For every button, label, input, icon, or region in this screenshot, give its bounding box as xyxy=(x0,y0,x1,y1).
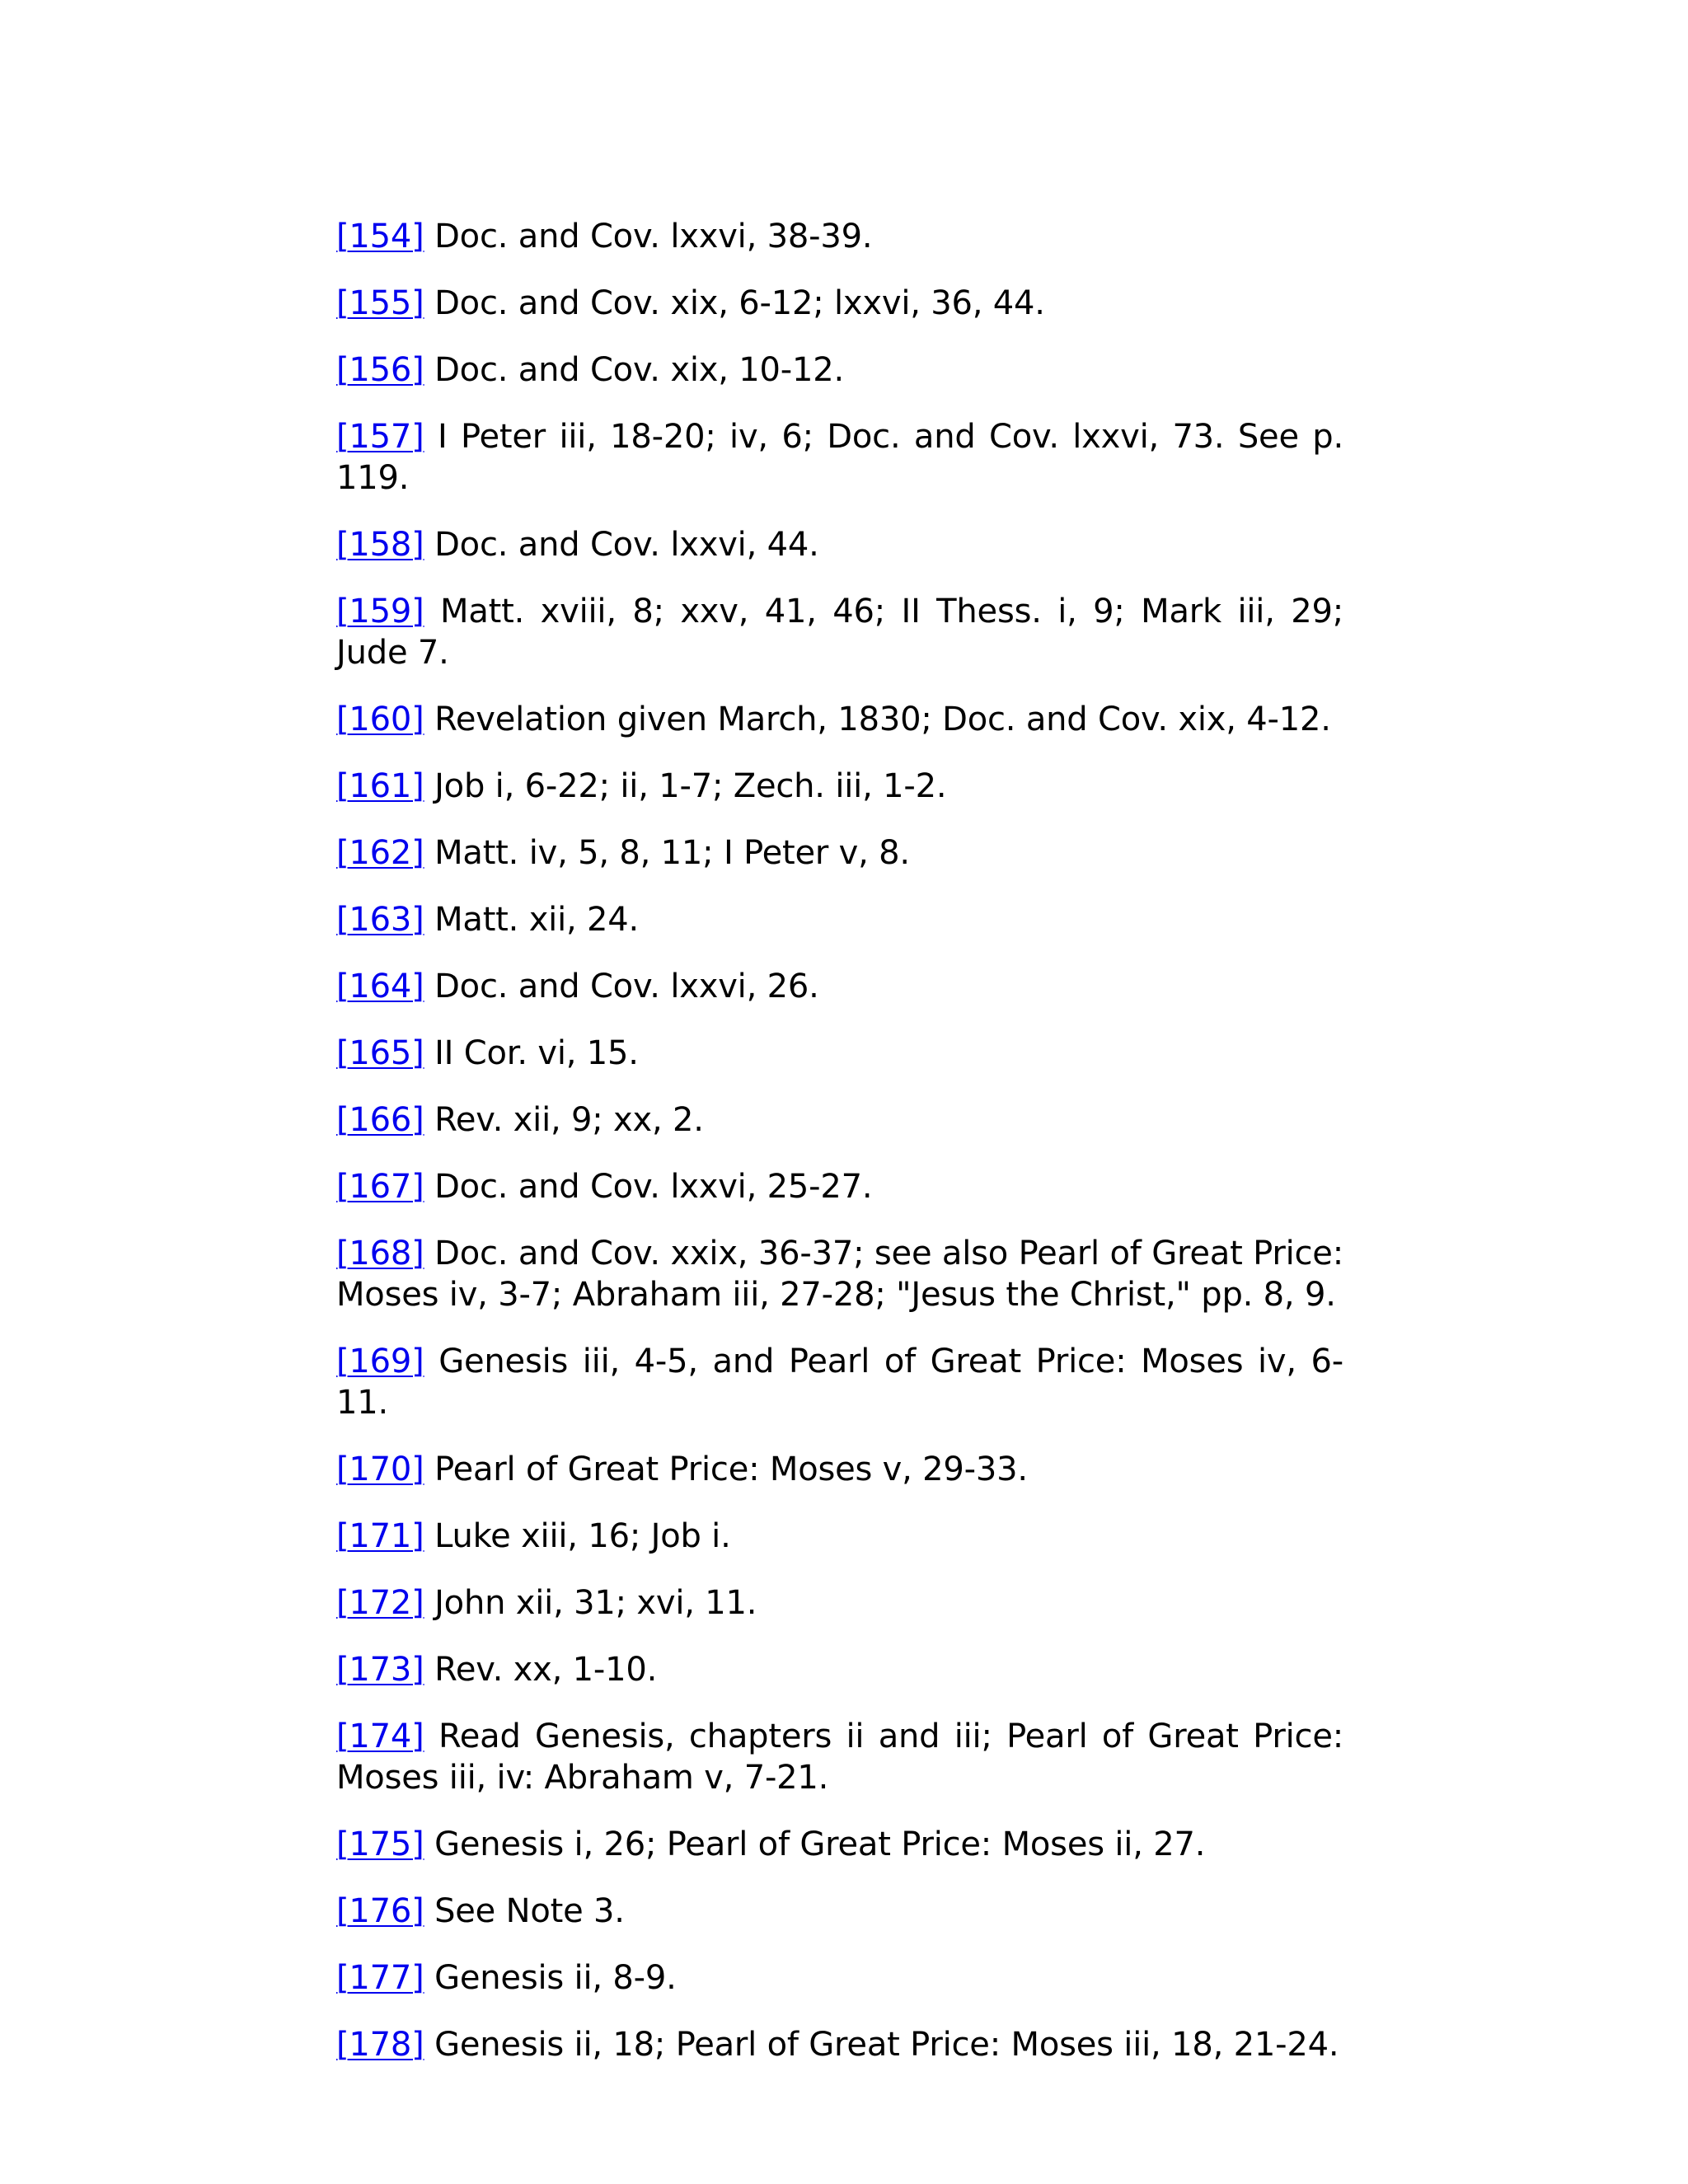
footnote-164 xyxy=(336,966,1343,1007)
footnote-166 xyxy=(336,1099,1343,1141)
footnotes-list xyxy=(336,216,1343,2091)
footnote-ref-173[interactable]: [173] xyxy=(336,1651,424,1689)
footnote-text-157: I Peter iii, 18-20; iv, 6; Doc. and Cov. lxxvi, 73. See p. 119. xyxy=(336,418,1343,497)
footnote-ref-171[interactable]: [171] xyxy=(336,1517,424,1555)
footnote-167 xyxy=(336,1166,1343,1207)
footnote-text-167: Doc. and Cov. lxxvi, 25-27. xyxy=(434,1168,873,1206)
footnote-text-175: Genesis i, 26; Pearl of Great Price: Moses ii, 27. xyxy=(434,1825,1206,1863)
footnote-155 xyxy=(336,283,1343,324)
footnote-text-178: Genesis ii, 18; Pearl of Great Price: Moses iii, 18, 21-24. xyxy=(434,2026,1339,2064)
footnote-ref-178[interactable]: [178] xyxy=(336,2026,424,2064)
footnote-ref-162[interactable]: [162] xyxy=(336,834,424,872)
footnote-176 xyxy=(336,1891,1343,1932)
footnote-text-171: Luke xiii, 16; Job i. xyxy=(434,1517,731,1555)
footnote-text-162: Matt. iv, 5, 8, 11; I Peter v, 8. xyxy=(434,834,910,872)
footnote-ref-160[interactable]: [160] xyxy=(336,701,424,738)
footnote-ref-168[interactable]: [168] xyxy=(336,1235,424,1272)
footnote-157 xyxy=(336,416,1343,499)
footnote-ref-167[interactable]: [167] xyxy=(336,1168,424,1206)
footnote-175 xyxy=(336,1824,1343,1865)
footnote-ref-155[interactable]: [155] xyxy=(336,284,424,322)
footnote-163 xyxy=(336,899,1343,940)
footnote-text-172: John xii, 31; xvi, 11. xyxy=(434,1584,757,1622)
footnote-text-164: Doc. and Cov. lxxvi, 26. xyxy=(434,968,819,1005)
footnote-text-158: Doc. and Cov. lxxvi, 44. xyxy=(434,526,819,564)
footnote-161 xyxy=(336,766,1343,807)
footnote-ref-169[interactable]: [169] xyxy=(336,1343,424,1380)
footnote-162 xyxy=(336,832,1343,874)
footnote-177 xyxy=(336,1957,1343,1999)
footnote-ref-177[interactable]: [177] xyxy=(336,1959,424,1997)
footnote-ref-170[interactable]: [170] xyxy=(336,1451,424,1488)
footnote-ref-164[interactable]: [164] xyxy=(336,968,424,1005)
footnote-165 xyxy=(336,1033,1343,1074)
footnote-154 xyxy=(336,216,1343,257)
footnote-text-161: Job i, 6-22; ii, 1-7; Zech. iii, 1-2. xyxy=(434,767,947,805)
footnote-ref-161[interactable]: [161] xyxy=(336,767,424,805)
footnote-172 xyxy=(336,1582,1343,1624)
footnote-160 xyxy=(336,699,1343,740)
footnote-text-170: Pearl of Great Price: Moses v, 29-33. xyxy=(434,1451,1028,1488)
footnote-ref-174[interactable]: [174] xyxy=(336,1718,424,1755)
footnote-text-159: Matt. xviii, 8; xxv, 41, 46; II Thess. i, 9; Mark iii, 29; Jude 7. xyxy=(336,593,1343,672)
footnote-ref-156[interactable]: [156] xyxy=(336,351,424,389)
footnote-178 xyxy=(336,2024,1343,2065)
footnote-ref-172[interactable]: [172] xyxy=(336,1584,424,1622)
footnote-ref-159[interactable]: [159] xyxy=(336,593,424,630)
footnote-ref-165[interactable]: [165] xyxy=(336,1034,424,1072)
footnote-text-173: Rev. xx, 1-10. xyxy=(434,1651,658,1689)
footnote-text-177: Genesis ii, 8-9. xyxy=(434,1959,677,1997)
footnote-158 xyxy=(336,524,1343,565)
footnote-text-166: Rev. xii, 9; xx, 2. xyxy=(434,1101,704,1139)
footnote-ref-175[interactable]: [175] xyxy=(336,1825,424,1863)
footnote-text-156: Doc. and Cov. xix, 10-12. xyxy=(434,351,844,389)
footnote-ref-154[interactable]: [154] xyxy=(336,218,424,255)
footnote-ref-163[interactable]: [163] xyxy=(336,901,424,939)
footnote-169 xyxy=(336,1341,1343,1423)
footnote-ref-166[interactable]: [166] xyxy=(336,1101,424,1139)
footnote-text-163: Matt. xii, 24. xyxy=(434,901,640,939)
footnote-text-176: See Note 3. xyxy=(434,1892,625,1930)
footnote-text-160: Revelation given March, 1830; Doc. and Cov. xix, 4-12. xyxy=(434,701,1331,738)
footnote-text-154: Doc. and Cov. lxxvi, 38-39. xyxy=(434,218,873,255)
footnote-text-168: Doc. and Cov. xxix, 36-37; see also Pearl of Great Price: Moses iv, 3-7; Abraham iii, 27-28; "Jesus the Christ," pp. 8, 9. xyxy=(336,1235,1343,1314)
footnote-text-155: Doc. and Cov. xix, 6-12; lxxvi, 36, 44. xyxy=(434,284,1045,322)
footnote-text-165: II Cor. vi, 15. xyxy=(434,1034,639,1072)
footnote-ref-158[interactable]: [158] xyxy=(336,526,424,564)
footnote-174 xyxy=(336,1716,1343,1798)
footnote-168 xyxy=(336,1233,1343,1315)
footnote-156 xyxy=(336,349,1343,391)
footnote-text-174: Read Genesis, chapters ii and iii; Pearl of Great Price: Moses iii, iv: Abraham v, 7-21. xyxy=(336,1718,1344,1797)
footnote-ref-176[interactable]: [176] xyxy=(336,1892,424,1930)
footnote-171 xyxy=(336,1516,1343,1557)
footnote-text-169: Genesis iii, 4-5, and Pearl of Great Price: Moses iv, 6-11. xyxy=(336,1343,1344,1422)
footnote-170 xyxy=(336,1449,1343,1490)
footnote-159 xyxy=(336,591,1343,673)
footnote-ref-157[interactable]: [157] xyxy=(336,418,424,456)
footnote-173 xyxy=(336,1649,1343,1690)
